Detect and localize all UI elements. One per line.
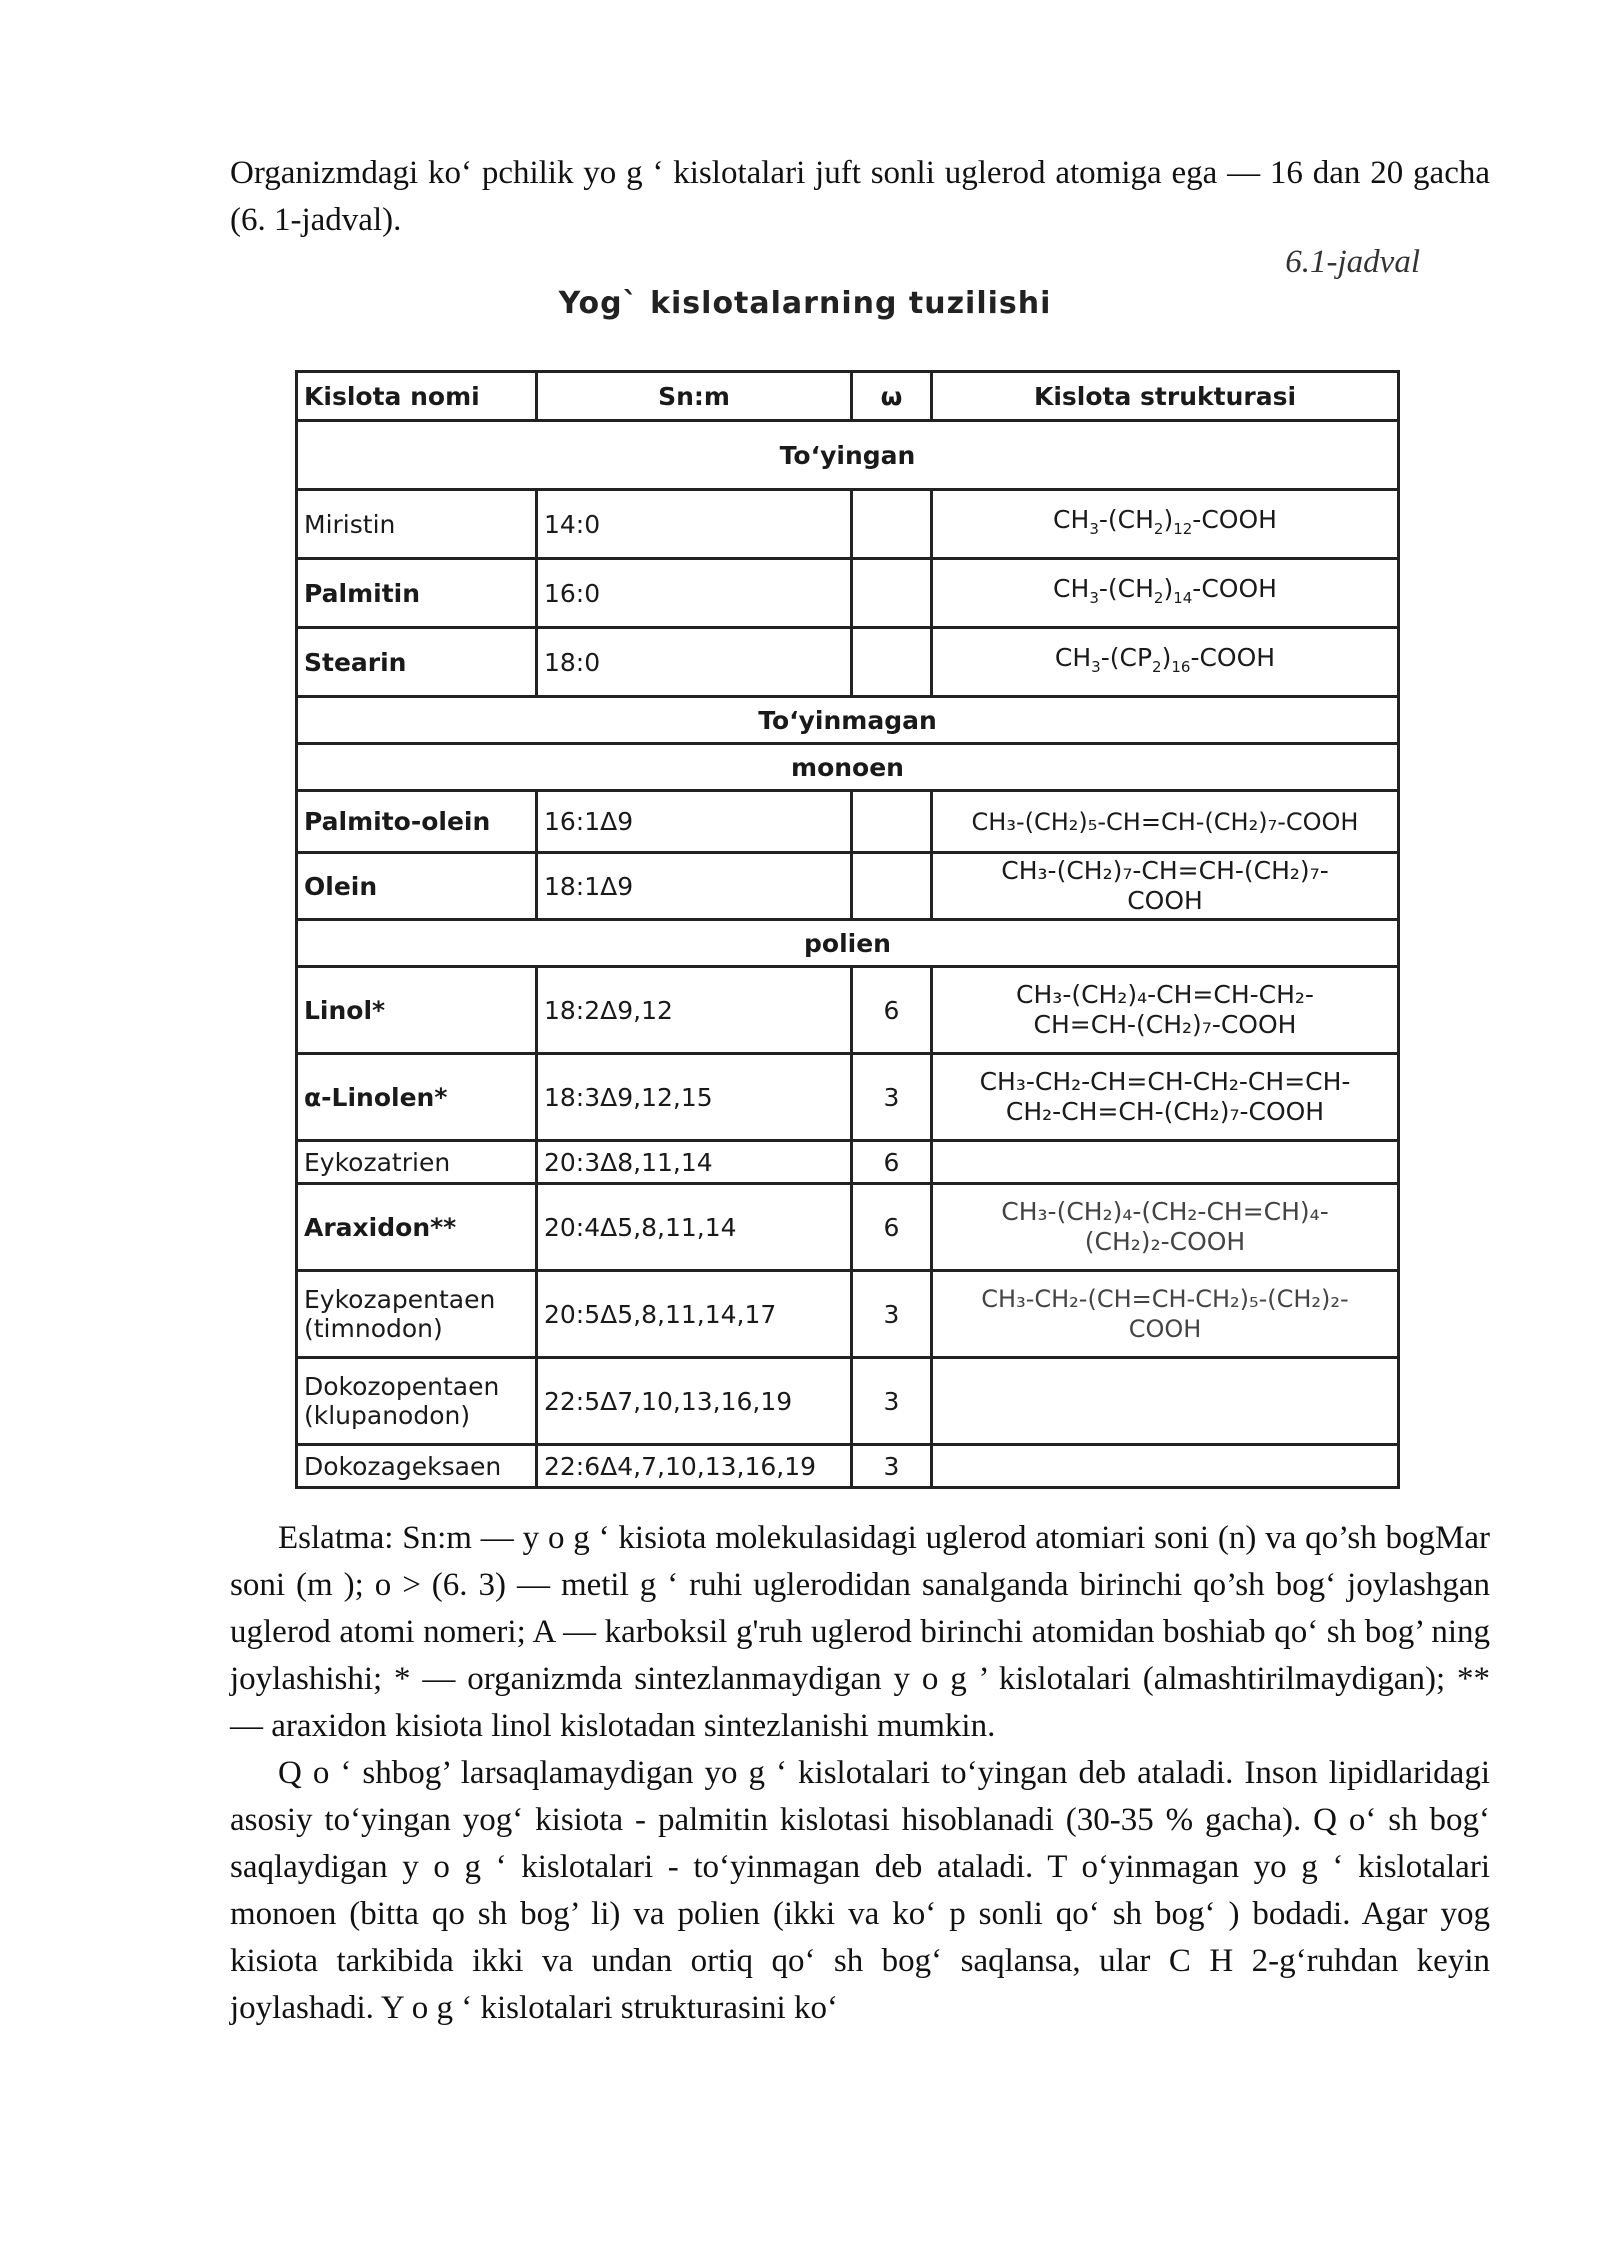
acid-structure: $CH_3-(CH_2)_{14}$-COOH <box>932 559 1399 628</box>
table-row <box>297 1358 1399 1445</box>
acid-name: Miristin <box>297 490 537 559</box>
table-number: 6.1-jadval <box>1285 244 1420 280</box>
acid-structure: CH₃-CH₂-CH=CH-CH₂-CH=CH- CH₂-CH=CH-(CH₂)₇-COOH <box>932 1054 1399 1141</box>
page <box>230 150 1490 2032</box>
acid-name: Palmitin <box>297 559 537 628</box>
acid-omega <box>852 628 932 697</box>
table-row <box>297 853 1399 920</box>
table-row <box>297 1141 1399 1184</box>
acid-name: Stearin <box>297 628 537 697</box>
acid-name: Dokozopentaen (klupanodon) <box>297 1358 537 1445</box>
acid-snm: 22:6Δ4,7,10,13,16,19 <box>537 1445 852 1488</box>
acid-structure <box>932 1445 1399 1488</box>
acid-snm: 16:1Δ9 <box>537 791 852 853</box>
acid-omega: 6 <box>852 967 932 1054</box>
acid-omega: 3 <box>852 1054 932 1141</box>
acid-snm: 18:0 <box>537 628 852 697</box>
acid-omega <box>852 490 932 559</box>
intro-paragraph: Organizmdagi ko‘ pchilik yo g ‘ kislotalari juft sonli uglerod atomiga ega — 16 dan 20 gacha (6. 1-jadval). <box>230 155 1490 238</box>
acid-snm: 20:5Δ5,8,11,14,17 <box>537 1271 852 1358</box>
note-paragraph: Eslatma: Sn:m — y o g ‘ kisiota molekulasidagi uglerod atomiari soni (n) va qo’sh bogMar soni (m ); o > (6. 3) — metil g ‘ ruhi uglerodidan sanalganda birinchi qo’sh bog‘ joylashgan uglerod atomi nomeri; A — karboksil g'ruh uglerod birinchi atomidan boshiab qo‘ sh bog’ ning joylashishi; * — organizmda sintezlanmaydigan y o g ’ kislotalari (almashtirilmaydigan); ** — araxidon kisiota linol kislotadan sintezlanishi mumkin. <box>230 1520 1490 1744</box>
acid-structure <box>932 1141 1399 1184</box>
table-row <box>297 490 1399 559</box>
section-monoen: monoen <box>297 744 1399 791</box>
table-row <box>297 791 1399 853</box>
table-header-row <box>297 372 1399 421</box>
acid-omega <box>852 853 932 920</box>
section-saturated: To‘yingan <box>297 421 1399 490</box>
acid-name: Eykozatrien <box>297 1141 537 1184</box>
header-structure: Kislota strukturasi <box>932 372 1399 421</box>
acid-structure: CH₃-(CH₂)₄-(CH₂-CH=CH)₄- (CH₂)₂-COOH <box>932 1184 1399 1271</box>
acid-structure: $CH_3-(CH_2)_{12}$-COOH <box>932 490 1399 559</box>
acid-name: Eykozapentaen (timnodon) <box>297 1271 537 1358</box>
section-polien: polien <box>297 920 1399 967</box>
header-snm: Sn:m <box>537 372 852 421</box>
table-caption <box>230 244 1490 344</box>
acid-snm: 22:5Δ7,10,13,16,19 <box>537 1358 852 1445</box>
table-row <box>297 1445 1399 1488</box>
table-row <box>297 967 1399 1054</box>
table-row <box>297 628 1399 697</box>
acid-omega: 6 <box>852 1141 932 1184</box>
section-unsaturated: To‘yinmagan <box>297 697 1399 744</box>
body-paragraph: Q o ‘ shbog’ larsaqlamaydigan yo g ‘ kislotalari to‘yingan deb ataladi. Inson lipidlaridagi asosiy to‘yingan yog‘ kisiota - palmitin kislotasi hisoblanadi (30-35 % gacha). Q o‘ sh bog‘ saqlaydigan y o g ‘ kislotalari - to‘yinmagan deb ataladi. T o‘yinmagan yo g ‘ kislotalari monoen (bitta qo sh bog’ li) va polien (ikki va ko‘ p sonli qo‘ sh bog‘ ) bodadi. Agar yog kisiota tarkibida ikki va undan ortiq qo‘ sh bog‘ saqlansa, ular C H 2-g‘ruhdan keyin joylashadi. Y o g ‘ kislotalari strukturasini ko‘ <box>230 1755 1490 2026</box>
acid-name: Dokozageksaen <box>297 1445 537 1488</box>
acid-name: Linol* <box>297 967 537 1054</box>
table-row <box>297 1271 1399 1358</box>
table-row <box>297 559 1399 628</box>
acid-snm: 20:3Δ8,11,14 <box>537 1141 852 1184</box>
header-acid-name: Kislota nomi <box>297 372 537 421</box>
table-row <box>297 1054 1399 1141</box>
acid-omega <box>852 791 932 853</box>
acid-name: Olein <box>297 853 537 920</box>
acid-snm: 18:2Δ9,12 <box>537 967 852 1054</box>
acid-omega: 3 <box>852 1271 932 1358</box>
acid-snm: 18:3Δ9,12,15 <box>537 1054 852 1141</box>
acid-omega: 3 <box>852 1445 932 1488</box>
acid-name: Araxidon** <box>297 1184 537 1271</box>
fatty-acids-table <box>295 370 1400 1489</box>
acid-snm: 20:4Δ5,8,11,14 <box>537 1184 852 1271</box>
acid-omega: 6 <box>852 1184 932 1271</box>
acid-omega <box>852 559 932 628</box>
acid-snm: 18:1Δ9 <box>537 853 852 920</box>
header-omega: ω <box>852 372 932 421</box>
table-title: Yog` kislotalarning tuzilishi <box>558 286 1052 321</box>
acid-structure: $CH_3-(CP_2)_{16}$-COOH <box>932 628 1399 697</box>
acid-structure: CH₃-(CH₂)₄-CH=CH-CH₂- CH=CH-(CH₂)₇-COOH <box>932 967 1399 1054</box>
acid-structure <box>932 1358 1399 1445</box>
acid-snm: 14:0 <box>537 490 852 559</box>
acid-structure: CH₃-(CH₂)₅-CH=CH-(CH₂)₇-COOH <box>932 791 1399 853</box>
table-row <box>297 1184 1399 1271</box>
acid-name: Palmito-olein <box>297 791 537 853</box>
acid-snm: 16:0 <box>537 559 852 628</box>
acid-structure: CH₃-(CH₂)₇-CH=CH-(CH₂)₇- COOH <box>932 853 1399 920</box>
acid-structure: CH₃-CH₂-(CH=CH-CH₂)₅-(CH₂)₂- COOH <box>932 1271 1399 1358</box>
acid-omega: 3 <box>852 1358 932 1445</box>
acid-name: α-Linolen* <box>297 1054 537 1141</box>
